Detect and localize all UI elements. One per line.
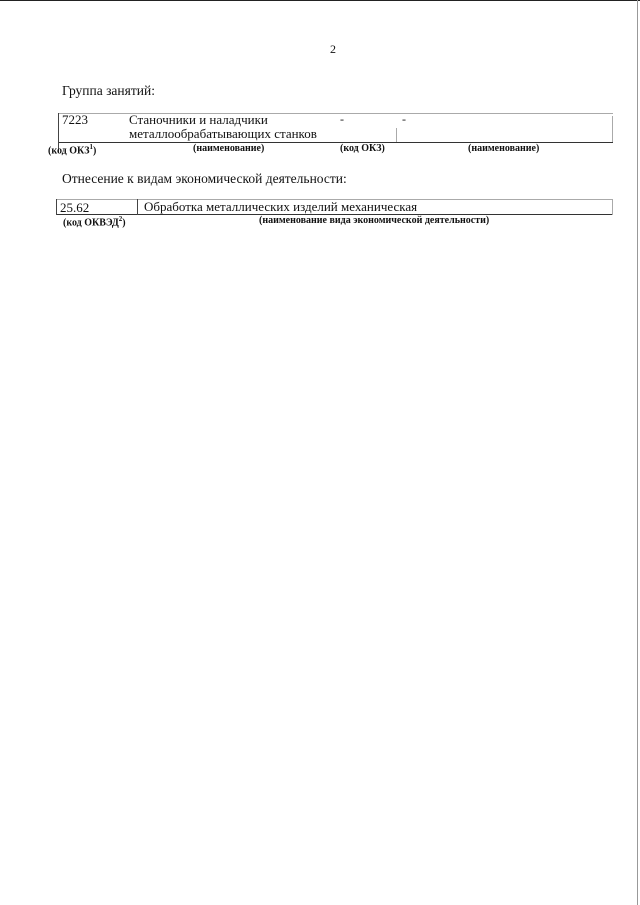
okved-code-cell: 25.62	[60, 200, 90, 215]
okz-code2-caption: (код ОКЗ)	[340, 143, 385, 154]
table-right-border	[612, 199, 613, 215]
okz-code-cell: 7223	[62, 112, 88, 127]
table-left-border	[56, 199, 57, 215]
okved-code-caption: (код ОКВЭД$^2$)	[63, 215, 126, 229]
scan-right-border	[637, 0, 638, 905]
occupation-group-title: Группа занятий:	[62, 83, 155, 98]
activity-name-cell: Обработка металлических изделий механическая	[144, 199, 418, 214]
occupation-name-line2: металлообрабатывающих станков	[129, 126, 317, 141]
table-right-border	[612, 116, 613, 142]
table-divider	[396, 128, 397, 142]
name2-caption: (наименование)	[468, 143, 540, 154]
occupation-name-line1: Станочники и наладчики	[129, 112, 268, 127]
occupation-name2-cell: -	[402, 112, 406, 126]
okz-code-caption: (код ОКЗ$^1$)	[48, 143, 97, 157]
name-caption: (наименование)	[193, 143, 265, 154]
page-number: 2	[330, 42, 336, 56]
table-divider	[137, 199, 138, 215]
scan-top-border	[0, 0, 640, 1]
economic-activity-title: Отнесение к видам экономической деятельности:	[62, 171, 347, 186]
okz-code2-cell: -	[340, 112, 344, 126]
activity-name-caption: (наименование вида экономической деятельности)	[259, 215, 490, 226]
